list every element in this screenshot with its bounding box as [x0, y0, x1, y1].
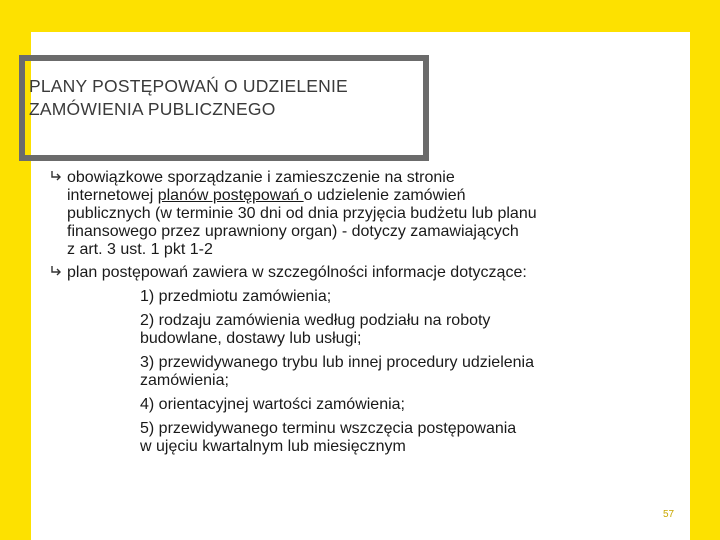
list-item [140, 396, 667, 414]
bullet1-line-4: finansowego przez uprawniony organ) - dotyczy zamawiających [67, 223, 519, 240]
title-line-1: PLANY POSTĘPOWAŃ O UDZIELENIE [29, 76, 348, 96]
list-item [140, 354, 667, 390]
bullet1-line-2-post: o udzielenie zamówień [303, 187, 466, 204]
list-item-line: zamówienia; [140, 372, 229, 389]
bullet1-line-2-pre: internetowej [67, 187, 158, 204]
list-item [140, 420, 667, 456]
title-line-2: ZAMÓWIENIA PUBLICZNEGO [29, 99, 276, 119]
bullet-obligation [50, 169, 667, 259]
arrow-right-icon [50, 265, 63, 278]
bullet2-text: plan postępowań zawiera w szczególności informacje dotyczące: [67, 264, 527, 281]
list-item-line: 4) orientacyjnej wartości zamówienia; [140, 396, 405, 413]
arrow-right-icon [50, 170, 63, 183]
list-item-line: budowlane, dostawy lub usługi; [140, 330, 362, 347]
list-item [140, 288, 667, 306]
information-list [140, 288, 667, 456]
page-number: 57 [663, 509, 675, 520]
list-item-line: 3) przewidywanego trybu lub innej procedury udzielenia [140, 354, 535, 371]
list-item-line: 2) rodzaju zamówienia według podziału na roboty [140, 312, 491, 329]
bullet1-line-2 [67, 187, 667, 205]
slide-content [67, 169, 667, 462]
list-item [140, 312, 667, 348]
list-item-line: w ujęciu kwartalnym lub miesięcznym [140, 438, 406, 455]
underlined-term: planów postępowań [157, 187, 304, 204]
bullet1-line-1: obowiązkowe sporządzanie i zamieszczenie na stronie [67, 169, 455, 186]
list-item-line: 1) przedmiotu zamówienia; [140, 288, 332, 305]
list-item-line: 5) przewidywanego terminu wszczęcia postępowania [140, 420, 517, 437]
bullet1-line-3: publicznych (w terminie 30 dni od dnia przyjęcia budżetu lub planu [67, 205, 537, 222]
bullet1-line-5: z art. 3 ust. 1 pkt 1-2 [67, 241, 213, 258]
slide-title [29, 75, 429, 121]
bullet-plan-contents [50, 264, 667, 282]
